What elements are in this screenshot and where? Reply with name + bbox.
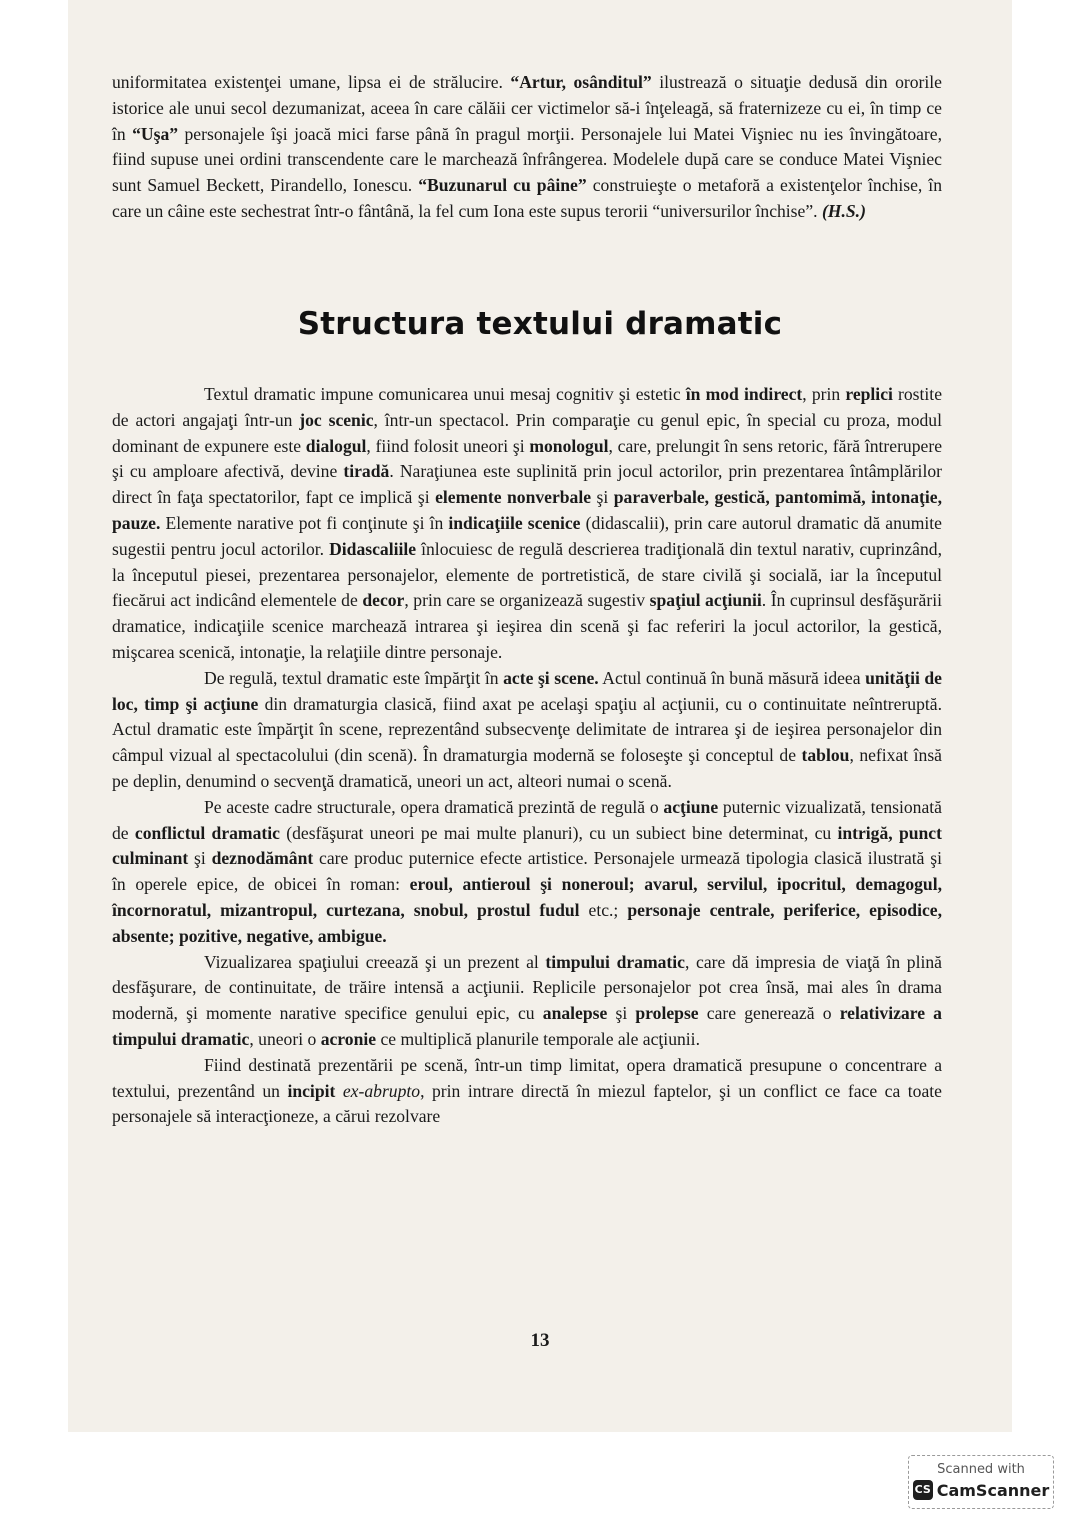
emphasis-term: Didascaliile [329,538,417,559]
intro-paragraph [112,70,942,225]
emphasis-term: relativizare a timpului dramatic [112,1003,942,1049]
emphasis-term: analepse [542,1003,608,1024]
emphasis-term: joc scenic [299,409,374,430]
emphasis-term: “Artur, osânditul” [510,72,652,92]
emphasis-term: deznodământ [211,848,314,869]
scanner-badge-brand-row [909,1480,1053,1500]
paragraph-dialog: Textul dramatic impune comunicarea unui mesaj cognitiv şi estetic în mod indirect, prin replici rostite de actori angajaţi într-un joc scenic, într-un spectacol. Prin comparaţie cu genul epic, în special cu proza, modul dominant de expunere este dialogul, fiind folosit uneori şi monologul, care, prelungit în sens retoric, fără întrerupere şi cu amploare afectivă, devine tiradă. Naraţiunea este suplinită prin jocul actorilor, prin prezentarea întâmplărilor direct în faţa spectatorilor, fapt ce implică şi elemente nonverbale şi paraverbale, gestică, pantomimă, intonaţie, pauze. Elemente narative pot fi conţinute şi în indicaţiile scenice (didascalii), prin care autorul dramatic dă anumite sugestii pentru jocul actorilor. Didascaliile înlocuiesc de regulă descrierea tradiţională din textul narativ, cuprinzând, la începutul piesei, prezentarea personajelor, elemente de portretistică, de stare civilă şi socială, iar la începutul fiecărui act indicând elementele de decor, prin care se organizează sugestiv spaţiul acţiunii. În cuprinsul desfăşurării dramatice, indicaţiile scenice marchează intrarea şi ieşirea din scenă şi fac referiri la jocul actorilor, la gestică, mişcarea scenică, intonaţie, la relaţiile dintre personaje. [112,384,943,662]
emphasis-term: intrigă, punct culminant [112,822,942,869]
emphasis-term: dialogul [305,435,367,456]
emphasis-term: paraverbale, gestică, pantomimă, intonaţie, pauze. [112,487,942,533]
paragraph-dramatic-time: Vizualizarea spaţiului creează şi un prezent al timpului dramatic, care dă impresia de viaţă în plină desfăşurare, de continuitate, de trăire intensă a acţiunii. Replicile personajelor pot crea însă, mai ales în drama modernă, şi momente narative specifice genului epic, cu analepse şi prolepse care generează o relativizare a timpului dramatic, uneori o acronie ce multiplică planurile temporale ale acţiunii. [112,951,942,1049]
scanner-badge [908,1455,1054,1509]
emphasis-term: tablou [801,745,850,766]
page-number: 13 [530,1330,550,1351]
emphasis-term: spaţiul acţiunii [649,590,762,611]
emphasis-term: ex-abrupto [342,1080,421,1101]
emphasis-term: replici [845,384,893,404]
section-heading: Structura textului dramatic [297,306,783,342]
emphasis-term: personaje centrale, periferice, episodice, absente; pozitive, negative, ambigue. [112,899,942,946]
emphasis-term: elemente nonverbale [435,487,592,508]
scanner-badge-brand: CamScanner [936,1480,1050,1500]
paragraph-concentration: Fiind destinată prezentării pe scenă, într-un timp limitat, opera dramatică presupune o concentrare a textului, prezentând un incipit ex-abrupto, prin intrare directă în miezul faptelor, şi un conflict ce face ca toate personajele să interacţioneze, a cărui rezolvare [112,1054,942,1127]
paragraph-acts-scenes: De regulă, textul dramatic este împărţit în acte şi scene. Actul continuă în bună măsură ideea unităţii de loc, timp şi acţiune din dramaturgia clasică, fiind axat pe acelaşi spaţiu al acţiunii, cu o continuitate neîntreruptă. Actul dramatic este împărţit în scene, reprezentând subsecvenţe delimitate de intrarea şi de ieşirea personajelor din câmpul vizual al spectacolului (din scenă). În dramaturgia modernă se foloseşte şi conceptul de tablou, nefixat însă pe deplin, denumind o secvenţă dramatică, uneori un act, alteori numai o scenă. [112,667,942,791]
emphasis-term: decor [362,590,405,611]
emphasis-term: (H.S.) [821,200,866,221]
emphasis-term: indicaţiile scenice [448,512,581,533]
emphasis-term: în mod indirect [685,384,803,404]
emphasis-term: incipit [287,1080,336,1101]
emphasis-term: acte şi scene. [503,667,599,688]
emphasis-term: conflictul dramatic [134,822,280,843]
emphasis-term: prolepse [635,1003,699,1024]
section-body [112,382,942,1130]
emphasis-term: tiradă [343,461,390,482]
emphasis-term: eroul, antieroul şi noneroul; avarul, servilul, ipocritul, demagogul, încornoratul, mizantropul, curtezana, snobul, prostul fudul [112,874,942,920]
paragraph-action-characters: Pe aceste cadre structurale, opera dramatică prezintă de regulă o acţiune puternic vizualizată, tensionată de conflictul dramatic (desfăşurat uneori pe mai multe planuri), cu un subiect bine determinat, cu intrigă, punct culminant şi deznodământ care produc puternice efecte artistice. Personajele urmează tipologia clasică ilustrată şi în operele epice, de obicei în roman: eroul, antieroul şi noneroul; avarul, servilul, ipocritul, demagogul, încornoratul, mizantropul, curtezana, snobul, prostul fudul etc.; personaje centrale, periferice, episodice, absente; pozitive, negative, ambigue. [112,796,942,946]
emphasis-term: “Buzunarul cu pâine” [418,175,587,196]
emphasis-term: timpului dramatic [545,951,685,972]
emphasis-term: acronie [320,1028,377,1049]
scanner-badge-caption: Scanned with [937,1462,1025,1477]
emphasis-term: acţiune [663,796,719,817]
emphasis-term: unităţii de loc, timp şi acţiune [112,667,942,714]
intro-text: uniformitatea existenţei umane, lipsa ei de strălucire. “Artur, osânditul” ilustrează o situaţie dedusă din ororile istorice ale unui secol dezumanizat, aceea în care călăii cer victimelor să-i înţeleagă, să fraternizeze cu ei, în timp ce în “Uşa” personajele îşi joacă mici farse până în pragul morţii. Personajele lui Matei Vişniec nu ies învingătoare, fiind supuse unei ordini transcendente care le marchează înfrângerea. Modelele după care se conduce Matei Vişniec sunt Samuel Beckett, Pirandello, Ionescu. “Buzunarul cu pâine” construieşte o metaforă a existenţelor închise, în care un câine este sechestrat într-o fântână, la fel cum Iona este supus terorii “universurilor închise”. (H.S.) [112,72,942,221]
camscanner-logo-icon: CS [913,1480,933,1500]
emphasis-term: “Uşa” [132,123,179,144]
emphasis-term: monologul [529,435,609,456]
